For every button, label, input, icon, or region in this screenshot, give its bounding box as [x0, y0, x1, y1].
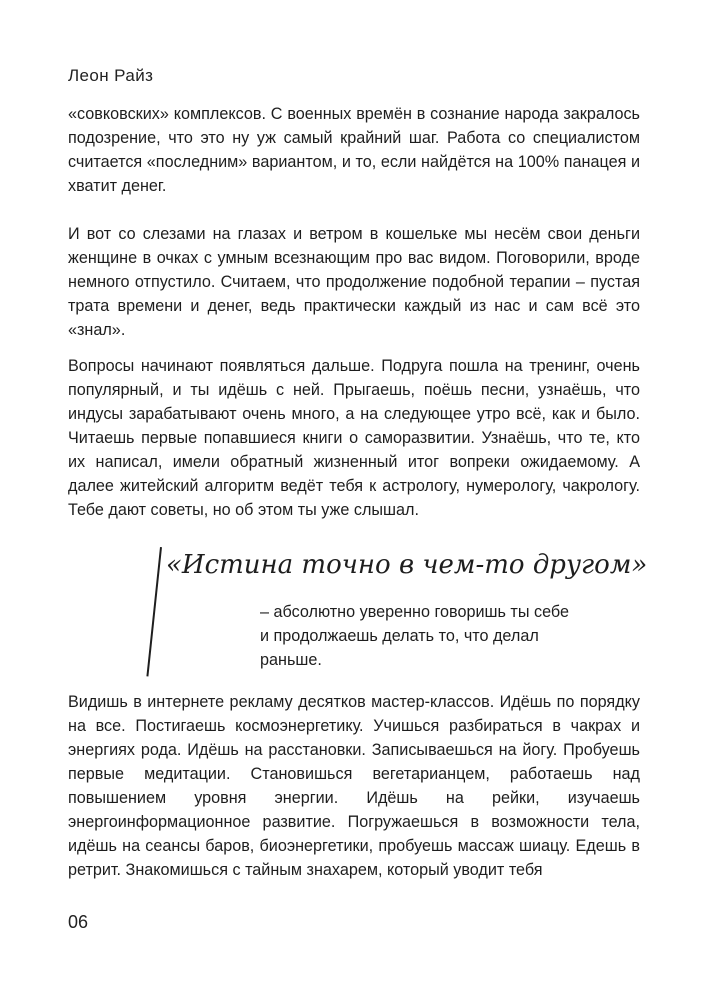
body-paragraph-1: «совковских» комплексов. С военных времён в сознание народа закралось подозрение, что это ну уж самый крайний шаг. Работа со специалистом считается «последним» вариантом, и то, если найдётся на 100% панацея и хватит денег. — [68, 105, 640, 195]
page-number: 06 — [68, 912, 89, 932]
body-paragraph-4: Видишь в интернете рекламу десятков мастер-классов. Идёшь по порядку на все. Постигаешь космоэнергетику. Учишься разбираться в чакрах и энергиях рода. Идёшь на расстановки. Записываешься на йогу. Пробуешь первые медитации. Становишься вегетарианцем, работаешь над повышением уровня энергии. Идёшь на рейки, изучаешь энергоинформационное развитие. Погружаешься в возможности тела, идёшь на сеансы баров, биоэнергетики, пробуешь массаж шиацу. Едешь в ретрит. Знакомишься с тайным знахарем, который уводит тебя — [68, 693, 640, 879]
pull-quote-rule — [146, 547, 162, 676]
pull-quote-caption: – абсолютно уверенно говоришь ты себе и продолжаешь делать то, что делал раньше. — [260, 603, 569, 669]
running-head-author: Леон Райз — [68, 66, 154, 85]
pull-quote: «Истина точно в чем-то другом» — [166, 550, 648, 580]
body-paragraph-3: Вопросы начинают появляться дальше. Подруга пошла на тренинг, очень популярный, и ты идёшь с ней. Прыгаешь, поёшь песни, узнаёшь, что индусы зарабатывают очень много, а на следующее утро всё, как и было. Читаешь первые попавшиеся книги о саморазвитии. Узнаёшь, что те, кто их написал, имели обратный жизненный итог вопреки ожидаемому. А далее житейский алгоритм ведёт тебя к астрологу, нумерологу, чакрологу. Тебе дают советы, но об этом ты уже слышал. — [68, 357, 640, 519]
body-paragraph-2: И вот со слезами на глазах и ветром в кошельке мы несём свои деньги женщине в очках с умным всезнающим про вас видом. Поговорили, вроде немного отпустило. Считаем, что продолжение подобной терапии – пустая трата времени и денег, ведь практически каждый из нас и сам всё это «знал». — [68, 225, 640, 339]
